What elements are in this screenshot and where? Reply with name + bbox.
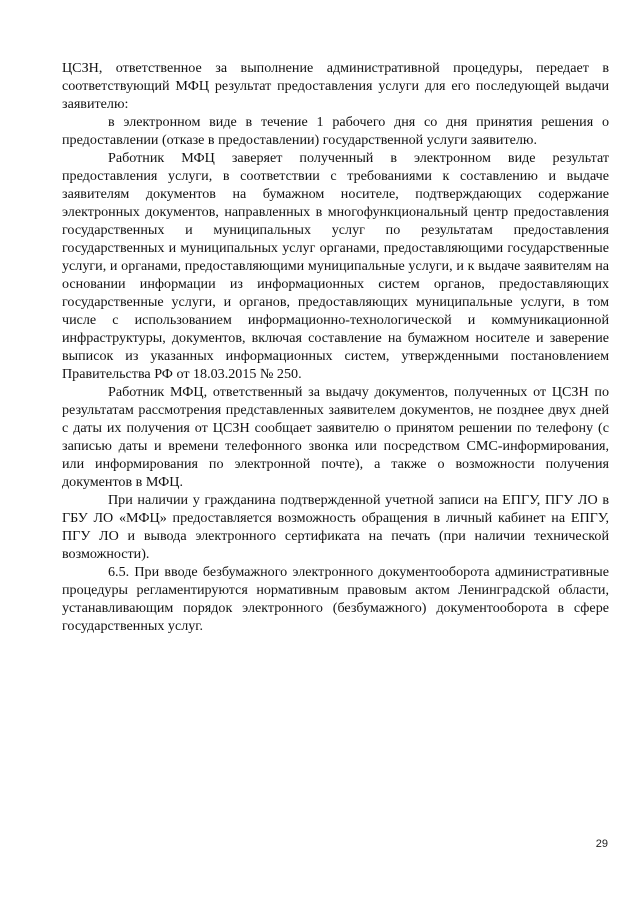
paragraph-electronic-form: в электронном виде в течение 1 рабочего дня со дня принятия решения о предоставлении (отказе в предоставлении) государственной услуги заявителю. [62, 114, 609, 148]
document-body [62, 59, 609, 635]
page-number: 29 [595, 838, 608, 850]
paragraph-mfc-certifies: Работник МФЦ заверяет полученный в электронном виде результат предоставления услуги, в соответствии с требованиями к составлению и выдаче заявителям документов на бумажном носителе, подтверждающих содержание электронных документов, направленных в многофункциональный центр предоставления государственных и муниципальных услуг по результатам предоставления государственных и муниципальных услуг органами, предоставляющими государственные услуги, и органами, предоставляющими муниципальные услуги, и к выдаче заявителям на основании информации из информационных систем органов, предоставляющих государственные услуги, и органов, предоставляющих муниципальные услуги, в том числе с использованием информационно-технологической и коммуникационной инфраструктуры, документов, включая составление на бумажном носителе и заверение выписок из указанных информационных систем, утвержденными постановлением Правительства РФ от 18.03.2015 № 250. [62, 150, 609, 382]
paragraph-continuation: ЦСЗН, ответственное за выполнение административной процедуры, передает в соответствующий МФЦ результат предоставления услуги для его последующей выдачи заявителю: [62, 60, 609, 112]
paragraph-mfc-notifies: Работник МФЦ, ответственный за выдачу документов, полученных от ЦСЗН по результатам рассмотрения представленных заявителем документов, не позднее двух дней с даты их получения от ЦСЗН сообщает заявителю о принятом решении по телефону (с записью даты и времени телефонного звонка или посредством СМС-информирования, или информирования по электронной почте), а также о возможности получения документов в МФЦ. [62, 384, 609, 490]
paragraph-section-6-5: 6.5. При вводе безбумажного электронного документооборота административные процедуры регламентируются нормативным правовым актом Ленинградской области, устанавливающим порядок электронного (безбумажного) документооборота в сфере государственных услуг. [62, 564, 609, 634]
paragraph-personal-account: При наличии у гражданина подтвержденной учетной записи на ЕПГУ, ПГУ ЛО в ГБУ ЛО «МФЦ» предоставляется возможность обращения в личный кабинет на ЕПГУ, ПГУ ЛО и вывода электронного сертификата на печать (при наличии технической возможности). [62, 492, 609, 562]
